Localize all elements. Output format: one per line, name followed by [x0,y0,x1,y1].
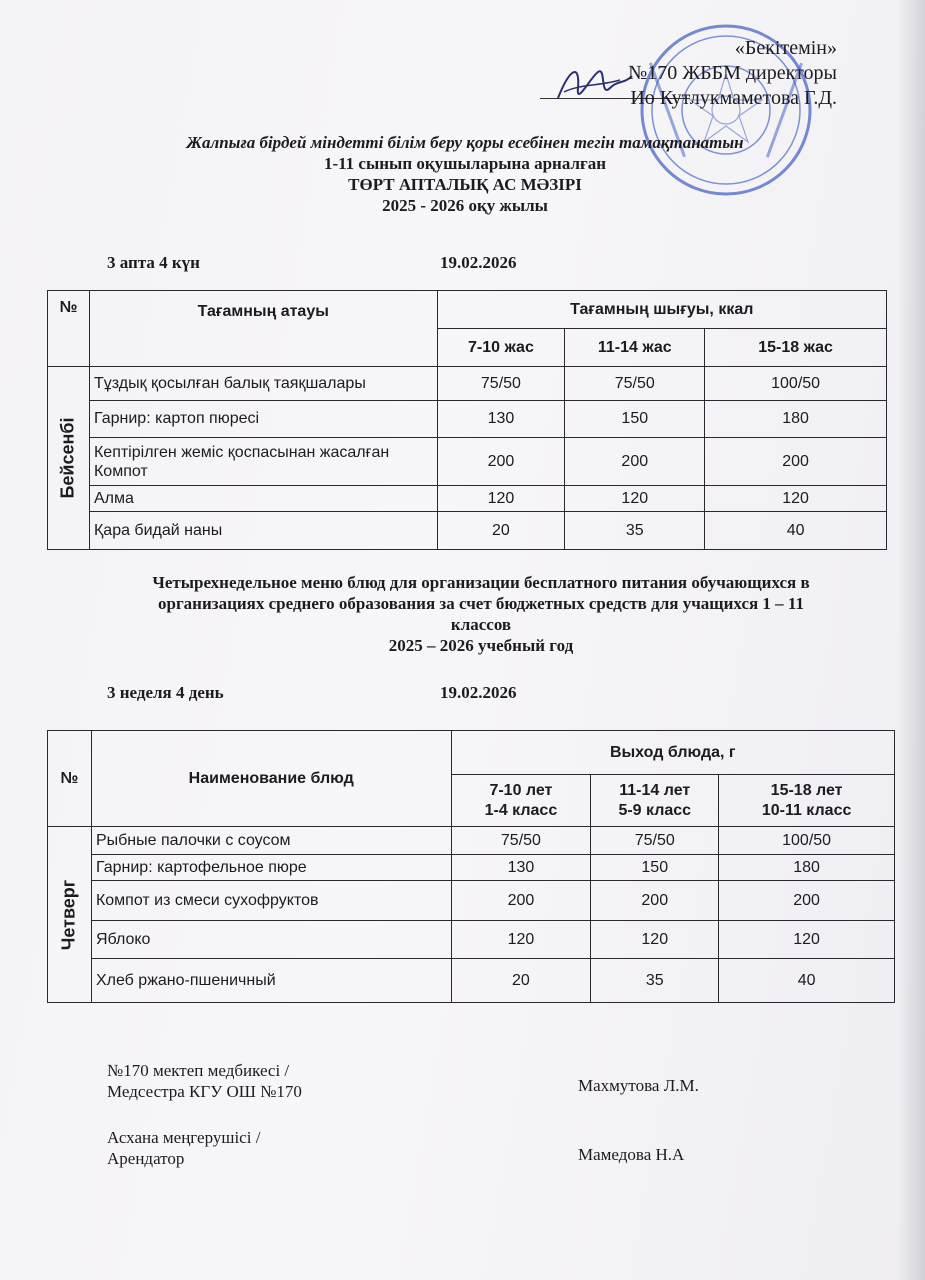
canteen-role-ru: Арендатор [107,1149,185,1168]
kz-age-11-14: 11-14 жас [565,329,705,367]
ru-title-line2: организациях среднего образования за счет бюджетных средств для учащихся 1 – 11 [157,594,804,613]
ru-age-15-18 [719,775,895,827]
ru-age-15-18-years: 15-18 лет [770,781,843,799]
portion-11-14: 200 [591,881,719,921]
portion-7-10: 75/50 [437,367,565,401]
nurse-role-kz: №170 мектеп медбикесі / [107,1061,290,1080]
portion-7-10: 130 [451,855,591,881]
portion-7-10: 20 [451,959,591,1003]
dish-name: Яблоко [91,921,451,959]
portion-7-10: 130 [437,401,565,438]
dish-name: Гарнир: картофельное пюре [91,855,451,881]
ru-title [96,572,866,656]
ru-day-cell [48,827,92,1003]
portion-11-14: 120 [565,486,705,512]
nurse-role-ru: Медсестра КГУ ОШ №170 [107,1082,302,1101]
ru-col-output: Выход блюда, г [451,731,895,775]
kz-age-7-10: 7-10 жас [437,329,565,367]
ru-age-7-10 [451,775,591,827]
kz-title-line2: 1-11 сынып оқушыларына арналған [323,154,607,173]
table-row [48,881,895,921]
approval-position: №170 ЖББМ директоры [628,62,837,84]
portion-7-10: 75/50 [451,827,591,855]
nurse-role [107,1060,302,1102]
approval-name: Ио Кутлукмаметова Г.Д. [630,87,837,109]
portion-7-10: 120 [451,921,591,959]
portion-11-14: 150 [565,401,705,438]
portion-7-10: 200 [451,881,591,921]
table-row [48,486,887,512]
table-row [48,959,895,1003]
canteen-role-kz: Асхана меңгерушісі / [107,1128,261,1147]
kz-menu-table [47,290,887,550]
portion-15-18: 40 [705,512,887,550]
approval-block [628,36,837,111]
canteen-name: Мамедова Н.А [578,1145,685,1164]
dish-name: Компот из смеси сухофруктов [91,881,451,921]
ru-date: 19.02.2026 [440,683,517,702]
portion-11-14: 200 [565,438,705,486]
nurse-name: Махмутова Л.М. [578,1076,699,1095]
kz-title-line3: ТӨРТ АПТАЛЫҚ АС МӘЗІРІ [348,175,582,194]
portion-15-18: 180 [719,855,895,881]
kz-title-line4: 2025 - 2026 оқу жылы [382,196,548,215]
table-row [48,438,887,486]
ru-col-num: № [48,731,92,827]
kz-col-output: Тағамның шығуы, ккал [437,291,886,329]
dish-name: Алма [89,486,437,512]
kz-date: 19.02.2026 [440,253,517,272]
dish-name: Кептірілген жеміс қоспасынан жасалған Компот [89,438,437,486]
portion-7-10: 200 [437,438,565,486]
table-row [48,367,887,401]
approval-heading: «Бекітемін» [734,37,837,59]
ru-age-7-10-grades: 1-4 класс [484,801,558,819]
table-row [48,921,895,959]
page-edge-shadow [897,0,925,1280]
portion-15-18: 180 [705,401,887,438]
portion-15-18: 100/50 [705,367,887,401]
portion-15-18: 200 [705,438,887,486]
ru-age-11-14-grades: 5-9 класс [618,801,692,819]
kz-title [120,132,810,216]
portion-11-14: 150 [591,855,719,881]
dish-name: Рыбные палочки с соусом [91,827,451,855]
table-row [48,855,895,881]
dish-name: Гарнир: картоп пюресі [89,401,437,438]
portion-15-18: 120 [705,486,887,512]
ru-title-line4: 2025 – 2026 учебный год [388,636,574,655]
ru-age-11-14 [591,775,719,827]
dish-name: Тұздық қосылған балық таяқшалары [89,367,437,401]
dish-name: Қара бидай наны [89,512,437,550]
ru-age-15-18-grades: 10-11 класс [761,801,852,819]
dish-name: Хлеб ржано-пшеничный [91,959,451,1003]
kz-week-day: 3 апта 4 күн [107,253,200,272]
kz-col-name: Тағамның атауы [89,291,437,367]
kz-day-cell [48,367,90,550]
portion-15-18: 120 [719,921,895,959]
director-signature [550,58,640,113]
kz-age-15-18: 15-18 жас [705,329,887,367]
ru-menu-table [47,730,895,1003]
portion-7-10: 120 [437,486,565,512]
ru-age-7-10-years: 7-10 лет [489,781,553,799]
kz-day-label: Бейсенбі [57,417,78,499]
portion-11-14: 35 [591,959,719,1003]
portion-11-14: 75/50 [591,827,719,855]
ru-title-line3: классов [450,615,512,634]
table-row [48,512,887,550]
table-row [48,401,887,438]
ru-week-day: 3 неделя 4 день [107,683,224,702]
portion-11-14: 75/50 [565,367,705,401]
ru-age-11-14-years: 11-14 лет [619,781,691,799]
ru-title-line1: Четырехнедельное меню блюд для организации бесплатного питания обучающихся в [152,573,810,592]
kz-title-line1: Жалпыға бірдей міндетті білім беру қоры есебінен тегін тамақтанатын [186,133,744,152]
portion-11-14: 35 [565,512,705,550]
portion-7-10: 20 [437,512,565,550]
portion-11-14: 120 [591,921,719,959]
kz-col-num: № [48,291,90,367]
canteen-role [107,1127,260,1169]
portion-15-18: 100/50 [719,827,895,855]
ru-col-name: Наименование блюд [91,731,451,827]
portion-15-18: 40 [719,959,895,1003]
portion-15-18: 200 [719,881,895,921]
ru-day-label: Четверг [58,879,79,950]
table-row [48,827,895,855]
